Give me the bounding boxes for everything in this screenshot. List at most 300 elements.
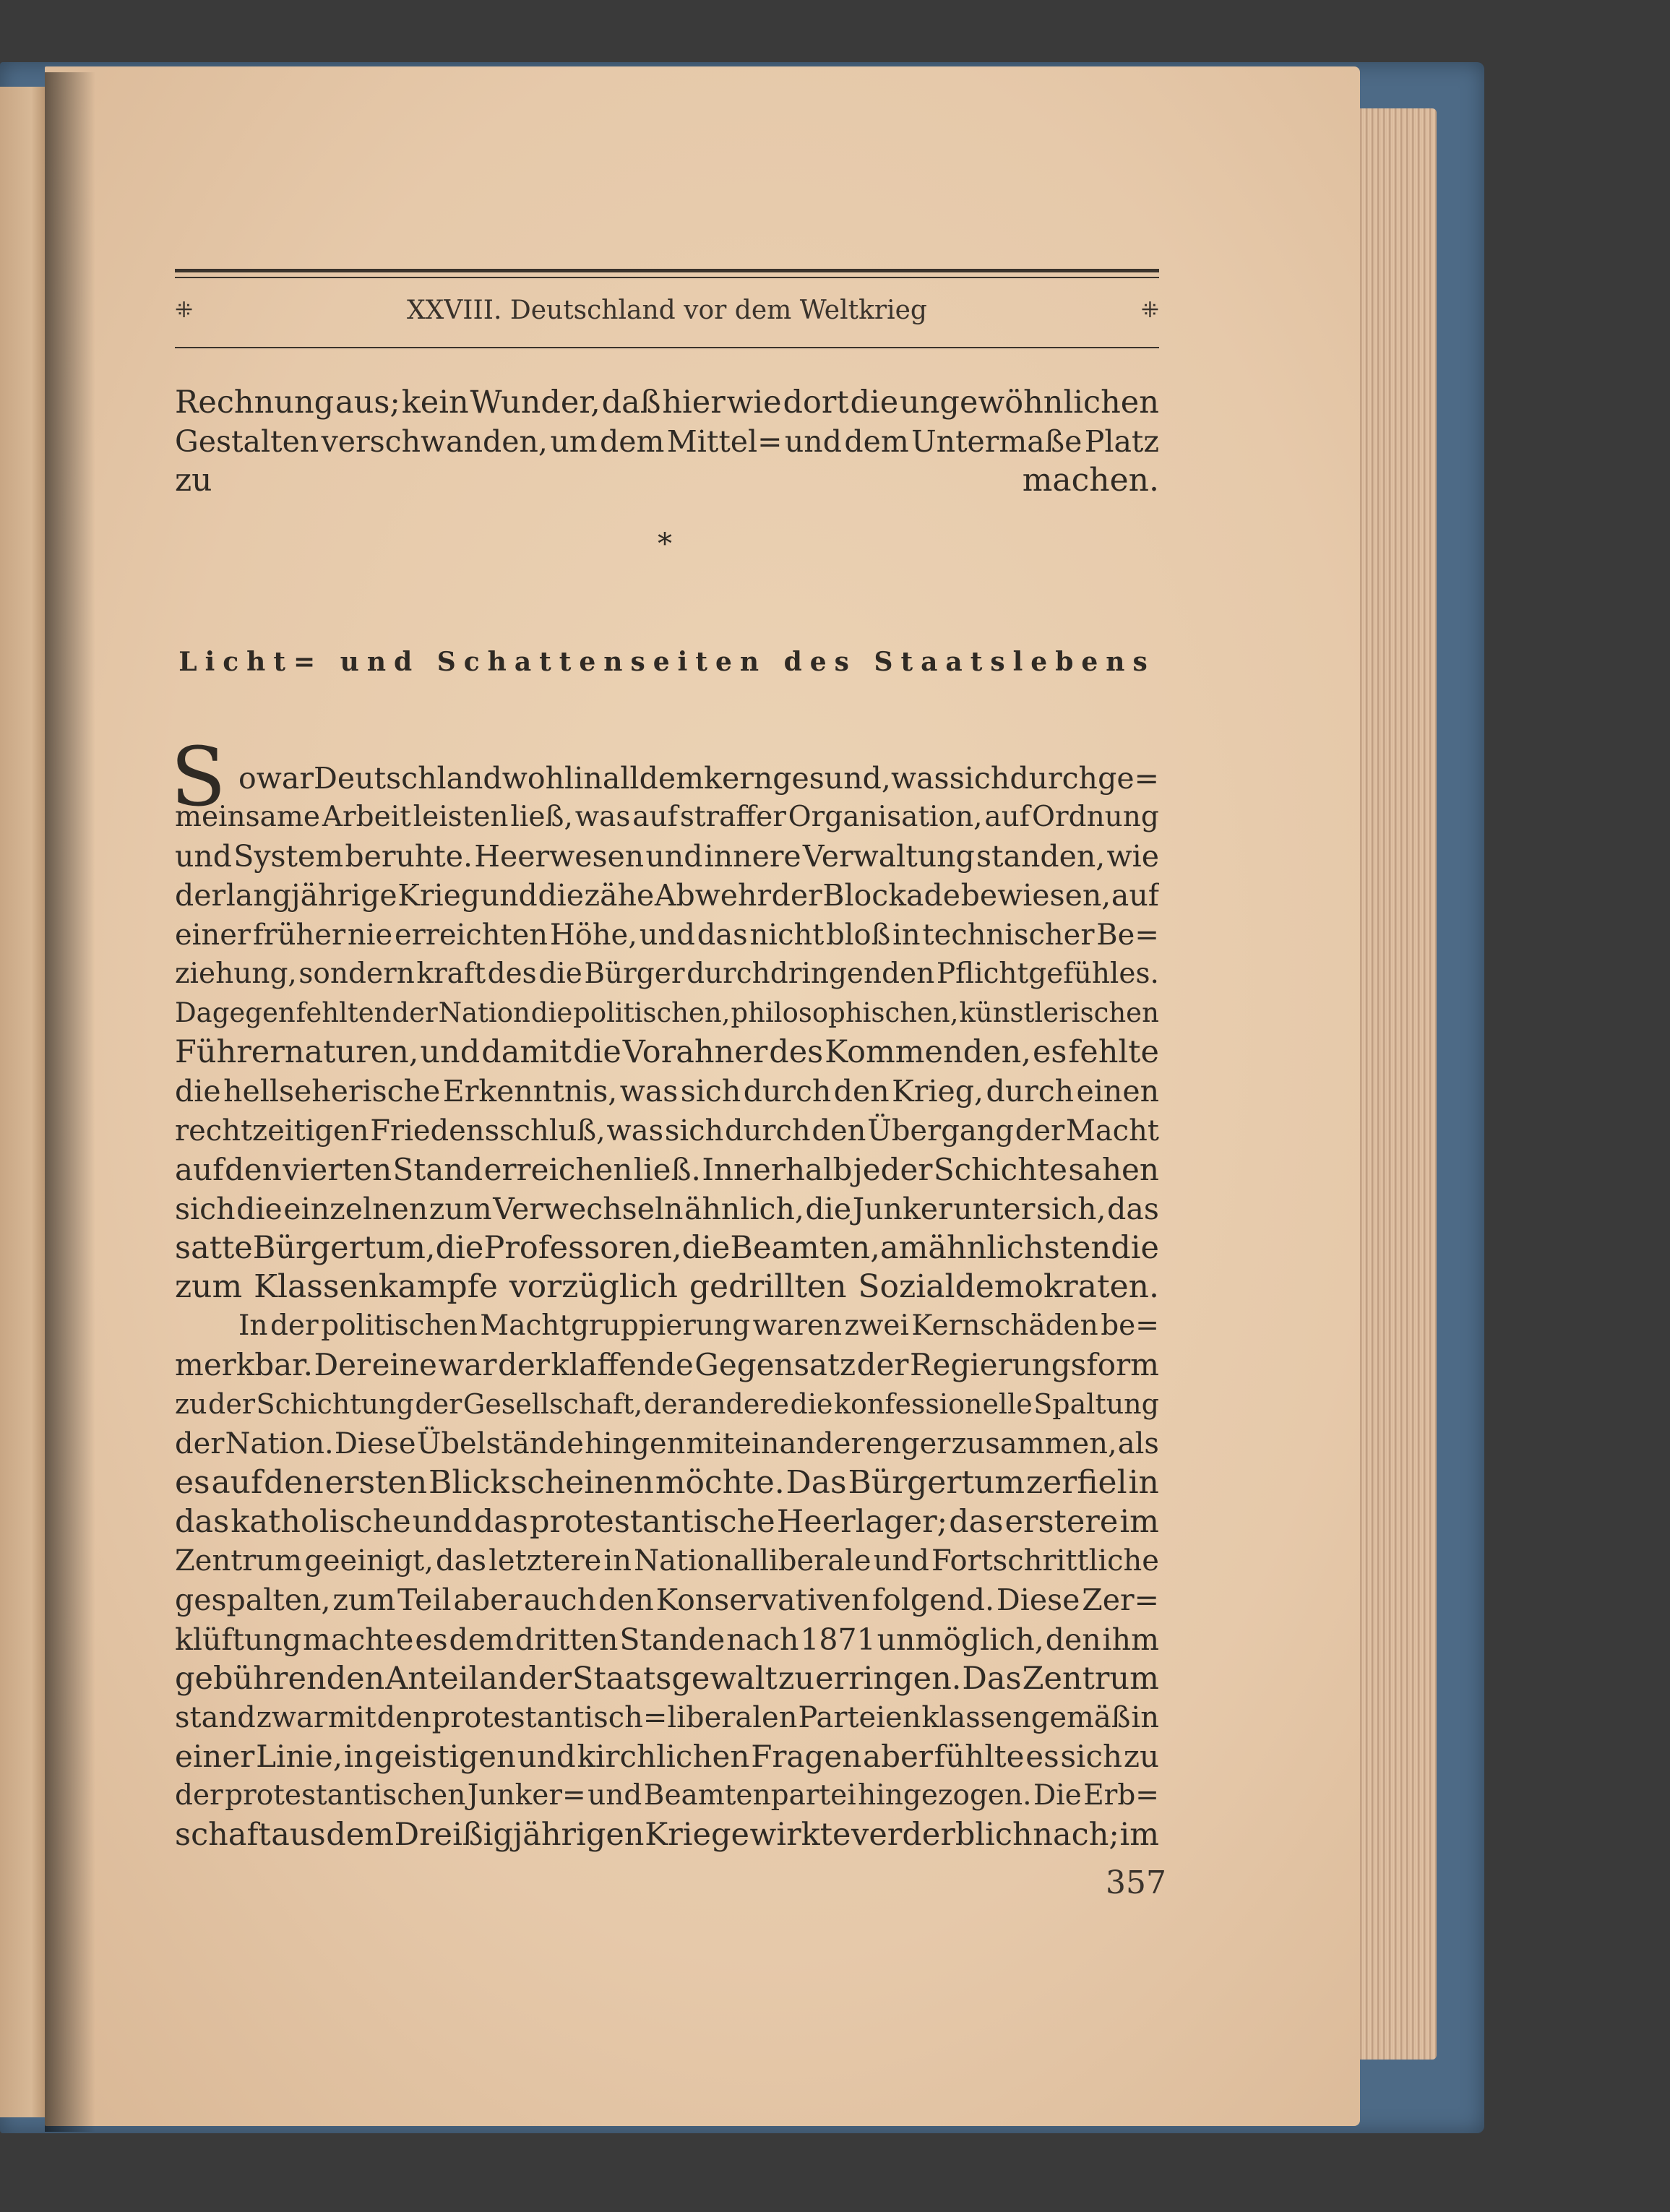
word: die: [236, 1191, 283, 1226]
word: ließ.: [633, 1151, 701, 1187]
intro-paragraph: [175, 383, 1159, 501]
word: einzelnen: [283, 1191, 429, 1226]
word: am: [879, 1230, 929, 1267]
word: andere: [692, 1388, 789, 1421]
word: hingezogen.: [858, 1779, 1032, 1812]
word: Untermaße: [911, 424, 1083, 460]
word: sich: [680, 1074, 741, 1109]
text-line: [175, 1659, 1159, 1698]
word: und: [639, 918, 695, 952]
word: Junker: [852, 1191, 952, 1226]
word: konfessionelle: [834, 1388, 1033, 1421]
text-line: [175, 798, 1159, 837]
word: standen,: [976, 839, 1106, 874]
word: die: [435, 1230, 484, 1267]
word: Verwechseln: [493, 1191, 684, 1226]
text-line: [175, 955, 1159, 994]
word: Erb=: [1083, 1779, 1159, 1812]
word: o: [238, 761, 257, 796]
text-line: [175, 1424, 1159, 1463]
word: Konservativen: [655, 1583, 871, 1618]
word: den: [833, 1074, 890, 1109]
word: was: [606, 1114, 664, 1148]
word: Deutschland: [314, 761, 502, 796]
word: nach: [726, 1622, 799, 1657]
word: der: [392, 997, 438, 1028]
word: den: [264, 1463, 324, 1501]
ornament-right-icon: ⁜: [1140, 298, 1159, 323]
word: Zentrum: [175, 1544, 303, 1578]
word: auf: [211, 1463, 263, 1501]
word: erringen.: [815, 1660, 962, 1697]
word: Parteien: [798, 1700, 921, 1734]
word: Schichte: [933, 1151, 1067, 1187]
word: merkbar.: [175, 1347, 313, 1383]
word: Höhe,: [549, 918, 637, 952]
word: fehlte: [1068, 1034, 1159, 1071]
word: der: [175, 1779, 223, 1812]
text-line: [175, 1189, 1159, 1228]
word: klaffende: [551, 1347, 694, 1383]
word: kein: [401, 384, 469, 421]
word: Übelstände: [416, 1426, 584, 1460]
word: nie: [347, 918, 393, 952]
text-line: [175, 1737, 1159, 1776]
text-line: zum Klassenkampfe vorzüglich gedrillten Sozialdemokraten.: [175, 1268, 1159, 1306]
word: einer: [175, 1739, 255, 1775]
word: Führernaturen,: [175, 1034, 419, 1071]
word: Diese: [334, 1426, 416, 1460]
word: Heerlager;: [776, 1503, 948, 1540]
word: das: [1107, 1191, 1159, 1226]
word: beruhte.: [345, 839, 473, 874]
word: Innerhalb: [702, 1151, 853, 1187]
word: das: [697, 918, 748, 952]
word: innere: [704, 839, 801, 874]
word: langjährige: [225, 878, 397, 913]
word: Wunder,: [470, 384, 601, 421]
word: Krieg: [397, 878, 481, 913]
word: folgend.: [871, 1583, 995, 1618]
word: geeinigt,: [304, 1544, 434, 1578]
word: Krieg,: [892, 1074, 984, 1109]
word: durch: [986, 1074, 1075, 1109]
word: straffer: [679, 801, 786, 833]
word: dem: [599, 424, 665, 460]
word: der: [518, 1660, 572, 1697]
running-header: [175, 289, 1159, 332]
word: der: [497, 1347, 550, 1383]
word: wie: [1106, 839, 1159, 874]
text-line: [175, 1776, 1159, 1815]
word: Der: [314, 1347, 371, 1383]
text-line: [175, 1150, 1159, 1189]
word: das: [473, 1503, 528, 1540]
header-rule-top-thin: [175, 277, 1159, 278]
word: die: [790, 1388, 833, 1421]
word: in: [574, 761, 603, 796]
word: zwei: [844, 1309, 909, 1342]
word: Kriege: [645, 1817, 749, 1854]
text-line: [175, 1385, 1159, 1424]
word: früher: [252, 918, 346, 952]
ornament-left-icon: ⁜: [175, 298, 194, 323]
word: hellseherische: [223, 1074, 441, 1109]
word: Macht: [1065, 1114, 1159, 1148]
word: gebührenden: [175, 1660, 385, 1697]
word: in: [1128, 1463, 1159, 1501]
word: der: [175, 878, 226, 913]
word: wie: [726, 384, 782, 421]
word: aber: [453, 1583, 522, 1618]
word: ähnlich,: [684, 1191, 804, 1226]
text-line: [175, 383, 1159, 422]
word: geistigen: [374, 1739, 516, 1775]
word: Die: [1033, 1779, 1082, 1812]
word: der: [415, 1388, 462, 1421]
text-line: [175, 1815, 1159, 1854]
word: dem: [449, 1622, 514, 1657]
word: Organisation,: [788, 801, 983, 833]
word: rechtzeitigen: [175, 1114, 369, 1148]
word: philosophischen,: [731, 997, 959, 1028]
word: zu: [175, 1388, 207, 1421]
word: und: [517, 1739, 576, 1775]
word: bewiesen,: [960, 878, 1111, 913]
word: war: [256, 761, 314, 796]
text-line: [175, 1541, 1159, 1580]
word: Arbeit: [322, 801, 411, 833]
word: Nation: [438, 997, 530, 1028]
word: ge=: [1098, 761, 1159, 796]
word: Diese: [996, 1583, 1080, 1618]
word: Friedensschluß,: [370, 1114, 606, 1148]
word: aber: [863, 1739, 933, 1775]
word: eine: [371, 1347, 437, 1383]
word: protestantische: [530, 1503, 775, 1540]
word: Gestalten: [175, 424, 319, 460]
word: Teil: [397, 1583, 452, 1618]
word: die: [175, 1074, 221, 1109]
word: ihm: [1102, 1622, 1159, 1657]
text-line: [175, 1307, 1159, 1346]
word: aus: [271, 1817, 326, 1854]
header-rule-bottom: [175, 347, 1159, 348]
text-line: [175, 994, 1159, 1033]
word: der: [208, 1388, 256, 1421]
word: dort: [783, 384, 849, 421]
word: in: [603, 1544, 632, 1578]
word: protestantischen: [225, 1779, 466, 1812]
word: was: [574, 801, 631, 833]
word: den: [812, 1114, 866, 1148]
word: nicht: [749, 918, 825, 952]
word: ziehung,: [175, 957, 297, 990]
word: Mittel=: [666, 424, 783, 460]
word: Nation.: [225, 1426, 334, 1460]
word: Vorahner: [622, 1034, 768, 1071]
word: durch: [743, 1074, 832, 1109]
word: die: [1111, 1230, 1159, 1267]
para1-first-line: [238, 759, 1159, 798]
word: Verwaltung: [802, 839, 975, 874]
word: dritten: [515, 1622, 619, 1657]
word: sich: [175, 1191, 236, 1226]
word: Das: [962, 1660, 1022, 1697]
word: Stand: [392, 1151, 483, 1187]
word: den: [376, 1700, 431, 1734]
text-line: [175, 916, 1159, 955]
page-number: 357: [1106, 1864, 1166, 1901]
word: der: [1015, 1114, 1065, 1148]
word: die: [538, 957, 582, 990]
word: protestantisch=liberalen: [431, 1700, 798, 1734]
word: Be=: [1096, 918, 1159, 952]
word: Schichtung: [256, 1388, 414, 1421]
word: zu: [778, 1660, 815, 1697]
word: der: [175, 1426, 225, 1460]
word: des: [769, 1034, 824, 1071]
header-rule-top: [175, 269, 1159, 272]
word: Professoren,: [483, 1230, 682, 1267]
word: den: [598, 1583, 654, 1618]
word: einer: [175, 918, 251, 952]
word: zusammen,: [951, 1426, 1117, 1460]
word: Bürger: [584, 957, 685, 990]
word: waren: [752, 1309, 843, 1342]
word: letztere: [488, 1544, 602, 1578]
paragraph-2: [175, 1307, 1159, 1855]
word: schaft: [175, 1817, 271, 1854]
word: Fragen: [751, 1739, 862, 1775]
word: im: [1119, 1817, 1159, 1854]
word: möchte.: [655, 1463, 785, 1501]
word: stand: [175, 1700, 256, 1734]
word: die: [681, 1230, 731, 1267]
word: dem: [639, 761, 705, 796]
word: Platz: [1084, 424, 1159, 460]
word: Nationalliberale: [634, 1544, 871, 1578]
word: fehlten: [296, 997, 392, 1028]
word: kirchlichen: [577, 1739, 750, 1775]
word: an: [479, 1660, 518, 1697]
word: enger: [865, 1426, 951, 1460]
word: machte: [302, 1622, 414, 1657]
word: wirkte: [749, 1817, 851, 1854]
word: technischer: [922, 918, 1095, 952]
word: durch: [1010, 761, 1098, 796]
word: die: [530, 997, 573, 1028]
para1-first-line-text: [238, 759, 1159, 798]
text-line: [175, 1620, 1159, 1659]
word: In: [238, 1309, 268, 1342]
word: erstere: [1004, 1503, 1119, 1540]
word: sich: [949, 761, 1010, 796]
word: Beamten,: [730, 1230, 880, 1267]
word: zerfiel: [1025, 1463, 1127, 1501]
word: Staatsgewalt: [572, 1660, 778, 1697]
word: und: [645, 839, 703, 874]
word: damit: [481, 1034, 572, 1071]
word: um: [550, 424, 598, 460]
word: politischen,: [573, 997, 731, 1028]
word: es: [1025, 1739, 1059, 1775]
word: und: [480, 878, 538, 913]
word: unmöglich,: [877, 1622, 1044, 1657]
text-line: [175, 1033, 1159, 1072]
word: die: [573, 1034, 621, 1071]
text-line: [175, 1580, 1159, 1619]
text-line: zu machen.: [175, 462, 1159, 499]
word: zwar: [256, 1700, 328, 1734]
word: durch: [725, 1114, 811, 1148]
word: der: [771, 878, 822, 913]
word: ungewöhnlichen: [900, 384, 1159, 421]
word: ließ,: [510, 801, 573, 833]
word: ähnlichsten: [928, 1230, 1111, 1267]
word: klüftung: [175, 1622, 302, 1657]
word: Beamtenpartei: [643, 1779, 856, 1812]
word: das: [949, 1503, 1004, 1540]
word: Rechnung: [175, 384, 335, 421]
word: sondern: [298, 957, 415, 990]
word: war: [438, 1347, 497, 1383]
word: die: [850, 384, 899, 421]
word: und: [784, 424, 842, 460]
word: fühlte: [934, 1739, 1025, 1775]
word: was: [891, 761, 950, 796]
word: es: [175, 1463, 210, 1501]
text-line: [175, 837, 1159, 876]
word: und: [587, 1779, 642, 1812]
word: Ordnung: [1031, 801, 1159, 833]
text-line: [175, 422, 1159, 461]
word: sich: [664, 1114, 724, 1148]
word: Machtgruppierung: [480, 1309, 751, 1342]
word: Bürgertum,: [252, 1230, 436, 1267]
text-line: [175, 1111, 1159, 1150]
word: Kommenden,: [825, 1034, 1032, 1071]
word: Übergang: [867, 1114, 1015, 1148]
text-line: [175, 1698, 1159, 1737]
word: politischen: [321, 1309, 478, 1342]
word: die: [538, 878, 584, 913]
word: den: [225, 1151, 282, 1187]
word: in: [343, 1739, 374, 1775]
word: Das: [785, 1463, 847, 1501]
word: was: [619, 1074, 679, 1109]
word: in: [1131, 1700, 1159, 1734]
word: Junker=: [467, 1779, 586, 1812]
word: Dreißigjährigen: [394, 1817, 645, 1854]
paragraph-1: [175, 798, 1159, 1307]
word: zum: [332, 1583, 396, 1618]
word: meinsame: [175, 801, 320, 833]
word: Spaltung: [1033, 1388, 1159, 1421]
text-line: [175, 876, 1159, 915]
word: gespalten,: [175, 1583, 331, 1618]
word: unter: [953, 1191, 1036, 1226]
word: Heerwesen: [474, 839, 645, 874]
word: be=: [1101, 1309, 1159, 1342]
word: bloß: [826, 918, 891, 952]
word: wohl: [502, 761, 574, 796]
word: es: [415, 1622, 448, 1657]
word: Abwehr: [654, 878, 772, 913]
section-separator: *: [658, 528, 672, 561]
word: und: [175, 839, 233, 874]
word: hingen: [585, 1426, 686, 1460]
word: Gesellschaft,: [462, 1388, 643, 1421]
word: den: [1045, 1622, 1101, 1657]
word: Erkenntnis,: [442, 1074, 618, 1109]
word: des: [487, 957, 537, 990]
word: das: [436, 1544, 487, 1578]
word: auf: [632, 801, 678, 833]
word: Dagegen: [175, 997, 296, 1028]
word: nach;: [1033, 1817, 1119, 1854]
word: der: [270, 1309, 319, 1342]
word: verschwanden,: [321, 424, 548, 460]
word: zähe: [584, 878, 655, 913]
running-header-title: XXVIII. Deutschland vor dem Weltkrieg: [407, 296, 927, 325]
word: der: [643, 1388, 691, 1421]
word: miteinander: [686, 1426, 865, 1460]
word: erreichten: [394, 918, 548, 952]
word: und: [420, 1034, 481, 1071]
word: mit: [327, 1700, 376, 1734]
word: scheinen: [510, 1463, 654, 1501]
word: und: [873, 1544, 929, 1578]
word: und: [412, 1503, 473, 1540]
word: auf: [1111, 878, 1159, 913]
word: Blick: [429, 1463, 509, 1501]
word: der: [856, 1347, 909, 1383]
word: daß: [601, 384, 661, 421]
word: durchdringenden: [686, 957, 935, 990]
text-line: [175, 1502, 1159, 1541]
word: zu: [1123, 1739, 1159, 1775]
word: Anteil: [385, 1660, 479, 1697]
word: katholische: [231, 1503, 411, 1540]
word: auf: [984, 801, 1030, 833]
word: Blockade: [822, 878, 961, 913]
word: jeder: [853, 1151, 933, 1187]
word: Zer=: [1082, 1583, 1159, 1618]
word: Linie,: [256, 1739, 343, 1775]
word: sich,: [1036, 1191, 1106, 1226]
word: hier: [662, 384, 726, 421]
word: als: [1117, 1426, 1159, 1460]
word: aus;: [335, 384, 400, 421]
word: Zentrum: [1022, 1660, 1159, 1697]
drop-cap: S: [171, 731, 226, 825]
word: Pflichtgefühles.: [936, 957, 1159, 990]
word: ersten: [324, 1463, 428, 1501]
word: auf: [175, 1151, 224, 1187]
word: sich: [1060, 1739, 1123, 1775]
word: Bürgertum: [848, 1463, 1025, 1501]
word: das: [175, 1503, 230, 1540]
word: in: [892, 918, 921, 952]
word: dem: [844, 424, 909, 460]
word: zum: [429, 1191, 492, 1226]
word: künstlerischen: [959, 997, 1159, 1028]
word: verderblich: [851, 1817, 1033, 1854]
word: Stande: [619, 1622, 726, 1657]
text-line: [175, 1346, 1159, 1385]
word: klassengemäß: [921, 1700, 1131, 1734]
